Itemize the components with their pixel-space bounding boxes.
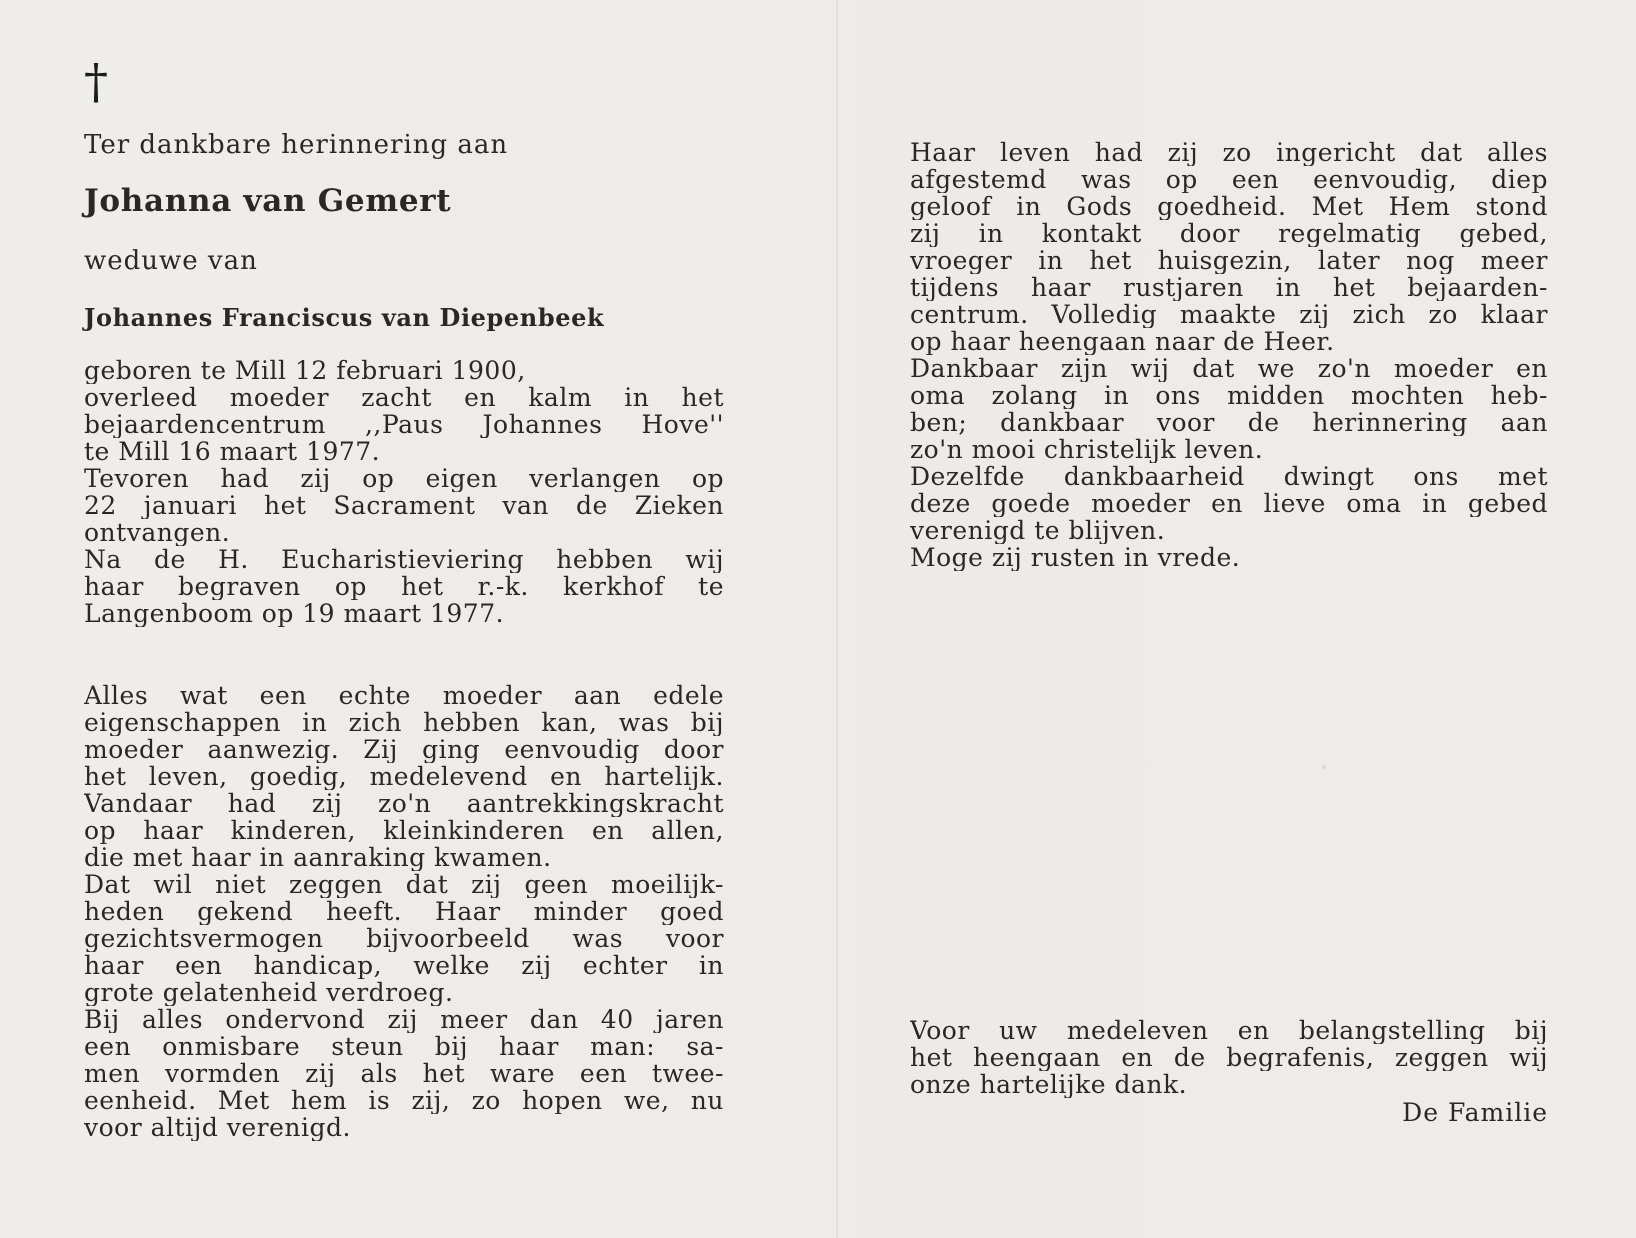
reflection-line: verenigd te blijven. bbox=[910, 517, 1166, 544]
husband-name: Johannes Franciscus van Diepenbeek bbox=[84, 303, 605, 332]
reflection-line: Dankbaar zijn wij dat we zo'n moeder en bbox=[910, 355, 1548, 382]
tribute-line: men vormden zij als het ware een twee- bbox=[84, 1060, 724, 1087]
tribute-line: op haar kinderen, kleinkinderen en allen, bbox=[84, 817, 724, 844]
intro-text: Ter dankbare herinnering aan bbox=[84, 130, 509, 160]
tribute-line: gezichtsvermogen bijvoorbeeld was voor bbox=[84, 925, 724, 952]
biography-line: Na de H. Eucharistieviering hebben wij bbox=[84, 546, 724, 573]
biography-line: ontvangen. bbox=[84, 519, 231, 546]
tribute-line: heden gekend heeft. Haar minder goed bbox=[84, 898, 724, 925]
reflection-line: Haar leven had zij zo ingericht dat alles bbox=[910, 139, 1548, 166]
tribute-line: haar een handicap, welke zij echter in bbox=[84, 952, 724, 979]
tribute-paragraph bbox=[84, 682, 724, 1141]
biography-line: haar begraven op het r.-k. kerkhof te bbox=[84, 573, 724, 600]
reflection-line: ben; dankbaar voor de herinnering aan bbox=[910, 409, 1548, 436]
reflection-line: Dezelfde dankbaarheid dwingt ons met bbox=[910, 463, 1548, 490]
biography-line: geboren te Mill 12 februari 1900, bbox=[84, 357, 526, 384]
tribute-line: eigenschappen in zich hebben kan, was bij bbox=[84, 709, 724, 736]
tribute-line: Dat wil niet zeggen dat zij geen moeilijk- bbox=[84, 871, 724, 898]
thanks-line: Voor uw medeleven en belangstelling bij bbox=[910, 1017, 1548, 1044]
reflection-line: Moge zij rusten in vrede. bbox=[910, 544, 1241, 571]
reflection-line: zo'n mooi christelijk leven. bbox=[910, 436, 1264, 463]
reflection-line: deze goede moeder en lieve oma in gebed bbox=[910, 490, 1548, 517]
tribute-line: die met haar in aanraking kwamen. bbox=[84, 844, 552, 871]
reflection-line: centrum. Volledig maakte zij zich zo klaar bbox=[910, 301, 1548, 328]
reflection-line: tijdens haar rustjaren in het bejaarden- bbox=[910, 274, 1548, 301]
tribute-line: Alles wat een echte moeder aan edele bbox=[84, 682, 724, 709]
family-signature: De Familie bbox=[1402, 1098, 1548, 1127]
tribute-line: het leven, goedig, medelevend en hartelijk. bbox=[84, 763, 724, 790]
thanks-paragraph bbox=[910, 1017, 1548, 1098]
reflection-line: vroeger in het huisgezin, later nog meer bbox=[910, 247, 1548, 274]
reflection-line: geloof in Gods goedheid. Met Hem stond bbox=[910, 193, 1548, 220]
paper-speck bbox=[1322, 765, 1326, 769]
tribute-line: een onmisbare steun bij haar man: sa- bbox=[84, 1033, 724, 1060]
biography-line: overleed moeder zacht en kalm in het bbox=[84, 384, 724, 411]
card-fold bbox=[836, 0, 838, 1238]
thanks-line: onze hartelijke dank. bbox=[910, 1071, 1188, 1098]
thanks-line: het heengaan en de begrafenis, zeggen wij bbox=[910, 1044, 1548, 1071]
cross-symbol: † bbox=[84, 54, 108, 110]
tribute-line: moeder aanwezig. Zij ging eenvoudig door bbox=[84, 736, 724, 763]
reflection-line: afgestemd was op een eenvoudig, diep bbox=[910, 166, 1548, 193]
biography-line: Tevoren had zij op eigen verlangen op bbox=[84, 465, 724, 492]
biography-line: Langenboom op 19 maart 1977. bbox=[84, 600, 505, 627]
tribute-line: Bij alles ondervond zij meer dan 40 jaren bbox=[84, 1006, 724, 1033]
tribute-line: eenheid. Met hem is zij, zo hopen we, nu bbox=[84, 1087, 724, 1114]
tribute-line: grote gelatenheid verdroeg. bbox=[84, 979, 454, 1006]
deceased-name: Johanna van Gemert bbox=[84, 183, 452, 219]
biography-line: te Mill 16 maart 1977. bbox=[84, 438, 381, 465]
reflection-paragraph bbox=[910, 139, 1548, 571]
biography-line: bejaardencentrum ,,Paus Johannes Hove'' bbox=[84, 411, 724, 438]
tribute-line: Vandaar had zij zo'n aantrekkingskracht bbox=[84, 790, 724, 817]
biography-paragraph bbox=[84, 357, 724, 627]
reflection-line: oma zolang in ons midden mochten heb- bbox=[910, 382, 1548, 409]
tribute-line: voor altijd verenigd. bbox=[84, 1114, 351, 1141]
widow-label: weduwe van bbox=[84, 246, 258, 276]
reflection-line: op haar heengaan naar de Heer. bbox=[910, 328, 1335, 355]
reflection-line: zij in kontakt door regelmatig gebed, bbox=[910, 220, 1548, 247]
biography-line: 22 januari het Sacrament van de Zieken bbox=[84, 492, 724, 519]
